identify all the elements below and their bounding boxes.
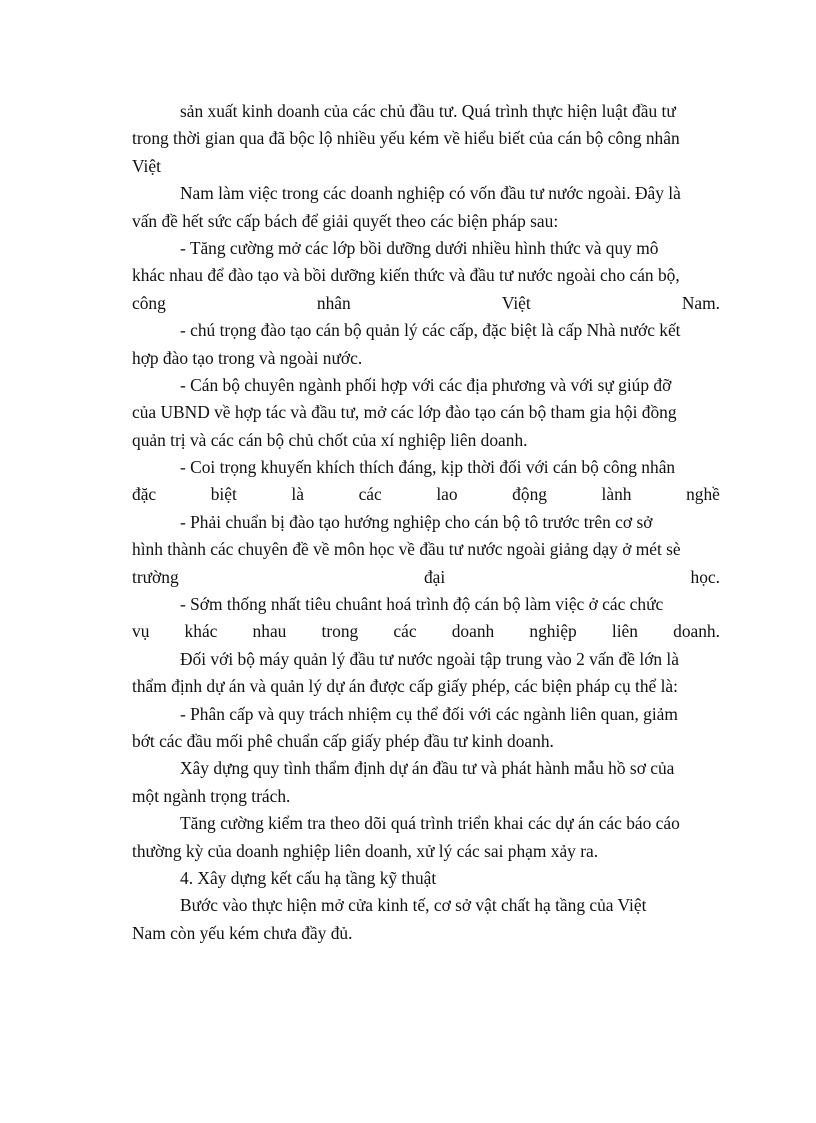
word: khác (184, 621, 218, 642)
text-line: hợp đào tạo trong và ngoài nước. (132, 347, 363, 368)
document-page (132, 98, 720, 947)
justified-line (132, 618, 720, 645)
text-line: một ngành trọng trách. (132, 785, 291, 806)
word: là (291, 484, 304, 505)
word: doanh. (673, 621, 720, 642)
word: nghiệp (529, 621, 577, 642)
text-line: Đối với bộ máy quản lý đầu tư nước ngoài tập trung vào 2 vấn đề lớn là (180, 648, 679, 669)
word: doanh (451, 621, 495, 642)
text-line: - Sớm thống nhất tiêu chuânt hoá trình độ cán bộ làm việc ở các chức (180, 594, 664, 615)
word: liên (611, 621, 638, 642)
text-line: thường kỳ của doanh nghiệp liên doanh, xử lý các sai phạm xảy ra. (132, 840, 599, 861)
word: học. (690, 566, 720, 587)
word: biệt (210, 484, 237, 505)
justified-line (132, 564, 720, 591)
word: Nam. (681, 292, 720, 313)
text-line: thẩm định dự án và quản lý dự án được cấp giấy phép, các biện pháp cụ thể là: (132, 676, 678, 697)
justified-line (132, 481, 720, 508)
text-line: khác nhau để đào tạo và bồi dưỡng kiến thức và đầu tư nước ngoài cho cán bộ, (132, 265, 680, 286)
text-line: của UBND về hợp tác và đầu tư, mở các lớp đào tạo cán bộ tham gia hội đồng (132, 402, 677, 423)
justified-line (132, 290, 720, 317)
text-line: - Phân cấp và quy trách nhiệm cụ thể đối với các ngành liên quan, giảm (180, 703, 678, 724)
text-line: quản trị và các cán bộ chủ chốt của xí nghiệp liên doanh. (132, 429, 528, 450)
text-line: vấn đề hết sức cấp bách để giải quyết theo các biện pháp sau: (132, 210, 559, 231)
text-line: Tăng cường kiểm tra theo dõi quá trình triển khai các dự án các báo cáo (180, 813, 680, 834)
word: đại (423, 566, 446, 587)
word: nghề (686, 484, 720, 505)
text-line: sản xuất kinh doanh của các chủ đầu tư. Quá trình thực hiện luật đầu tư (180, 101, 676, 121)
text-line: Nam còn yếu kém chưa đầy đủ. (132, 922, 353, 943)
text-line: - Phải chuẩn bị đào tạo hướng nghiệp cho cán bộ tô trước trên cơ sở (180, 511, 653, 532)
word: các (393, 621, 417, 642)
text-line: - Coi trọng khuyến khích thích đáng, kịp thời đối với cán bộ công nhân (180, 457, 676, 478)
text-line: trong thời gian qua đã bộc lộ nhiều yếu kém về hiểu biết của cán bộ công nhân (132, 128, 680, 149)
text-line: Việt (132, 155, 161, 176)
word: nhân (316, 292, 351, 313)
word: trong (321, 621, 359, 642)
text-line: hình thành các chuyên đề về môn học về đầu tư nước ngoài giảng dạy ở mét sè (132, 539, 681, 560)
word: nhau (252, 621, 287, 642)
word: Việt (501, 292, 531, 313)
text-line: - chú trọng đào tạo cán bộ quản lý các cấp, đặc biệt là cấp Nhà nước kết (180, 320, 681, 341)
text-line: - Cán bộ chuyên ngành phối hợp với các địa phương và với sự giúp đỡ (180, 374, 672, 395)
word: lao (436, 484, 458, 505)
word: trường (132, 566, 179, 587)
word: vụ (132, 621, 150, 642)
text-line: Xây dựng quy tình thẩm định dự án đầu tư và phát hành mẫu hồ sơ của (180, 758, 675, 779)
word: công (132, 292, 166, 313)
text-line: - Tăng cường mở các lớp bồi dưỡng dưới nhiều hình thức và quy mô (180, 237, 659, 258)
text-line: bớt các đầu mối phê chuẩn cấp giấy phép đầu tư kinh doanh. (132, 730, 554, 751)
word: đặc (132, 484, 157, 505)
word: động (512, 484, 547, 505)
text-line: Bước vào thực hiện mở cửa kinh tế, cơ sở vật chất hạ tầng của Việt (180, 895, 647, 916)
section-heading: 4. Xây dựng kết cấu hạ tầng kỹ thuật (180, 867, 437, 888)
word: các (358, 484, 382, 505)
word: lành (601, 484, 632, 505)
text-line: Nam làm việc trong các doanh nghiệp có vốn đầu tư nước ngoài. Đây là (180, 183, 681, 204)
